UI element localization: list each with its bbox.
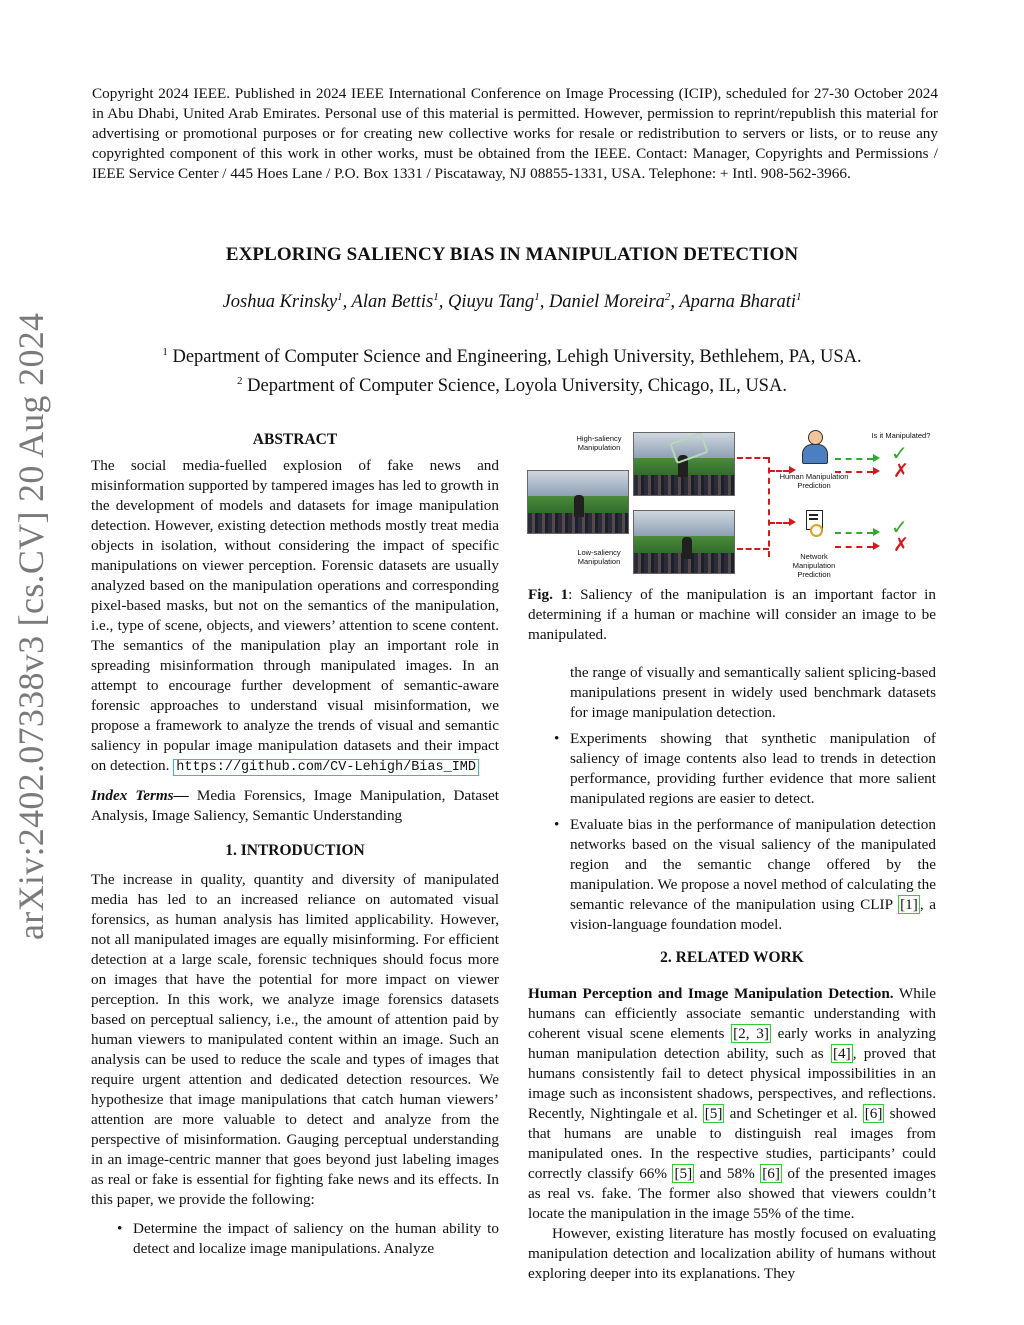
arrow	[835, 458, 873, 460]
github-link[interactable]: https://github.com/CV-Lehigh/Bias_IMD	[173, 759, 479, 776]
related-work-paragraph: Human Perception and Image Manipulation Detection. While humans can efficiently associate semantic understanding with coherent visual scene elements [2, 3] early works in analyzing human manipulation detection ability, such as [4] , proved that humans consistently fail to detect physical impossibilities in an image such as inconsistent shadows, perspectives, and reflections. Recently, Nightingale et al. [5] and Schetinger et al. [6] showed that humans are unable to distinguish real images from manipulated ones. In the respective studies, participants’ could correctly classify 66% [5] and 58% [6] of the presented images as real vs. fake. The former also showed that viewers couldn’t locate the manipulation in the image 55% of the time.	[528, 985, 937, 1222]
bullet-icon: •	[117, 1220, 123, 1237]
citation-link[interactable]: [6]	[864, 1105, 883, 1122]
author: Joshua Krinsky$^1$,	[222, 291, 352, 313]
figure-caption: Fig. 1: Saliency of the manipulation is an important factor in determining if a human or machine will consider an image to be manipulated.	[528, 586, 936, 643]
arrow	[835, 546, 873, 548]
check-icon: ✓	[891, 517, 908, 539]
bullet-icon: •	[554, 730, 560, 747]
network-prediction-label: Network Manipulation Prediction	[792, 552, 836, 579]
contribution-item: • Experiments showing that synthetic manipulation of saliency of image contents also lead to trends in detection performance, providing further evidence that more salient manipulated regions are easier to detect.	[554, 730, 936, 807]
network-icon	[801, 510, 827, 536]
high-saliency-label: High-saliency Manipulation	[576, 434, 622, 452]
human-icon	[801, 430, 827, 464]
low-saliency-label: Low-saliency Manipulation	[577, 548, 621, 566]
intro-paragraph: The increase in quality, quantity and diversity of manipulated media has led to an increased reliance on automated visual forensics, as human analysis has limited applicability. However, not all manipulated images are equally misinforming. For efficient detection at a large scale, forensic techniques should focus more on images that have the potential for more impact on viewer perception. In this work, we analyze image forensics datasets based on perceptual saliency, i.e., the amount of attention paid by human viewers to manipulated content within an image. Such an analysis can be used to reduce the scale and types of images that require urgent attention and dedicated detection resources. We hypothesize that image manipulations that catch human viewers’ attention are more valuable to detect and analyze from the perspective of misinformation. Gauging perceptual understanding in an image-centric manner that goes beyond just labeling images as real or fake is essential for fighting fake news and its effects. In this paper, we provide the following:	[91, 871, 499, 1208]
arrowhead-icon	[789, 466, 796, 474]
citation-link[interactable]: [5]	[674, 1165, 693, 1182]
intro-heading: 1. INTRODUCTION	[225, 842, 365, 859]
cross-icon: ✗	[893, 461, 909, 482]
author: Qiuyu Tang$^1$,	[448, 291, 549, 313]
author: Daniel Moreira$^2$,	[548, 291, 680, 313]
figure-1	[525, 428, 940, 583]
bullet-icon: •	[554, 816, 560, 833]
citation-link[interactable]: [1]	[900, 896, 918, 913]
arrow	[835, 471, 873, 473]
arrowhead-icon	[873, 454, 880, 462]
affiliation: $^1$ Department of Computer Science and Engineering, Lehigh University, Bethlehem, PA, USA.	[162, 346, 862, 368]
arrow	[737, 548, 769, 550]
arrowhead-icon	[873, 467, 880, 475]
arrowhead-icon	[873, 542, 880, 550]
affiliation: $^2$ Department of Computer Science, Loyola University, Chicago, IL, USA.	[237, 375, 787, 397]
arrowhead-icon	[873, 528, 880, 536]
contribution-item: • Evaluate bias in the performance of manipulation detection networks based on the visual saliency of the manipulated region and the semantic change offered by the manipulation. We propose a novel method of calculating the semantic relevance of the manipulation using CLIP [1] , a vision-language foundation model.	[554, 816, 936, 933]
citation-link[interactable]: [2, 3]	[733, 1025, 769, 1042]
paper-title: EXPLORING SALIENCY BIAS IN MANIPULATION DETECTION	[225, 244, 799, 265]
arrow	[737, 457, 769, 459]
arrow	[835, 532, 873, 534]
original-image	[527, 470, 629, 534]
low-saliency-image	[633, 510, 735, 574]
citation-link[interactable]: [5]	[704, 1105, 723, 1122]
related-work-paragraph: However, existing literature has mostly focused on evaluating manipulation detection and localization ability of humans without exploring deeper into its explanations. They	[528, 1225, 936, 1282]
check-icon: ✓	[891, 443, 908, 465]
copyright-notice: Copyright 2024 IEEE. Published in 2024 IEEE International Conference on Image Processing (ICIP), scheduled for 27-30 October 2024 in Abu Dhabi, United Arab Emirates. Personal use of this material is permitted. However, permission to reprint/republish this material for advertising or promotional purposes or for creating new collective works for resale or redistribution to servers or lists, or to reuse any copyrighted component of this work in other works, must be obtained from the IEEE. Contact: Manager, Copyrights and Permissions / IEEE Service Center / 445 Hoes Lane / P.O. Box 1331 / Piscataway, NJ 08855-1331, USA. Telephone: + Intl. 908-562-3966.	[92, 85, 938, 182]
related-work-heading: 2. RELATED WORK	[660, 949, 804, 966]
arrowhead-icon	[789, 518, 796, 526]
abstract-text: The social media-fuelled explosion of fake news and misinformation supported by tampered images has led to growth in the development of models and datasets for image manipulation detection. However, existing detection methods mostly treat media objects in isolation, without considering the impact of specific manipulations on viewer perception. Forensic datasets are usually analyzed based on the manipulation operations and corresponding pixel-based masks, but not on the semantics of the manipulation, i.e., type of scene, objects, and viewers’ attention to scene content. The semantics of the manipulation play an important role in spreading misinformation through manipulated images. In an attempt to encourage further development of semantic-aware forensic approaches to understand visual misinformation, we propose a framework to analyze the trends of visual and semantic saliency in popular image manipulation datasets and their impact on detection. https://github.com/CV-Lehigh/Bias_IMD	[91, 457, 499, 775]
human-prediction-label: Human Manipulation Prediction	[779, 472, 849, 490]
arrow	[768, 457, 770, 557]
citation-link[interactable]: [6]	[762, 1165, 780, 1182]
cross-icon: ✗	[893, 535, 909, 556]
question-label: Is it Manipulated?	[871, 431, 931, 440]
arrow	[769, 522, 789, 524]
author: Alan Bettis$^1$,	[351, 291, 448, 313]
high-saliency-image	[633, 432, 735, 496]
left-column	[91, 430, 499, 1259]
arrow	[769, 470, 789, 472]
citation-link[interactable]: [4]	[832, 1045, 851, 1062]
arxiv-identifier: arXiv:2402.07338v3 [cs.CV] 20 Aug 2024	[11, 312, 51, 940]
abstract-heading: ABSTRACT	[252, 431, 338, 448]
right-column	[528, 585, 936, 1284]
contribution-item: • Determine the impact of saliency on the human ability to detect and localize image manipulations. Analyze	[117, 1220, 499, 1257]
author: Aparna Bharati$^1$	[679, 291, 802, 313]
contribution-item-continued: the range of visually and semantically salient splicing-based manipulations present in widely used benchmark datasets for image manipulation detection.	[570, 664, 936, 721]
affiliations	[0, 340, 1024, 398]
index-terms: Index Terms— Media Forensics, Image Manipulation, Dataset Analysis, Image Saliency, Semantic Understanding	[91, 787, 499, 824]
author-list	[0, 291, 1024, 313]
